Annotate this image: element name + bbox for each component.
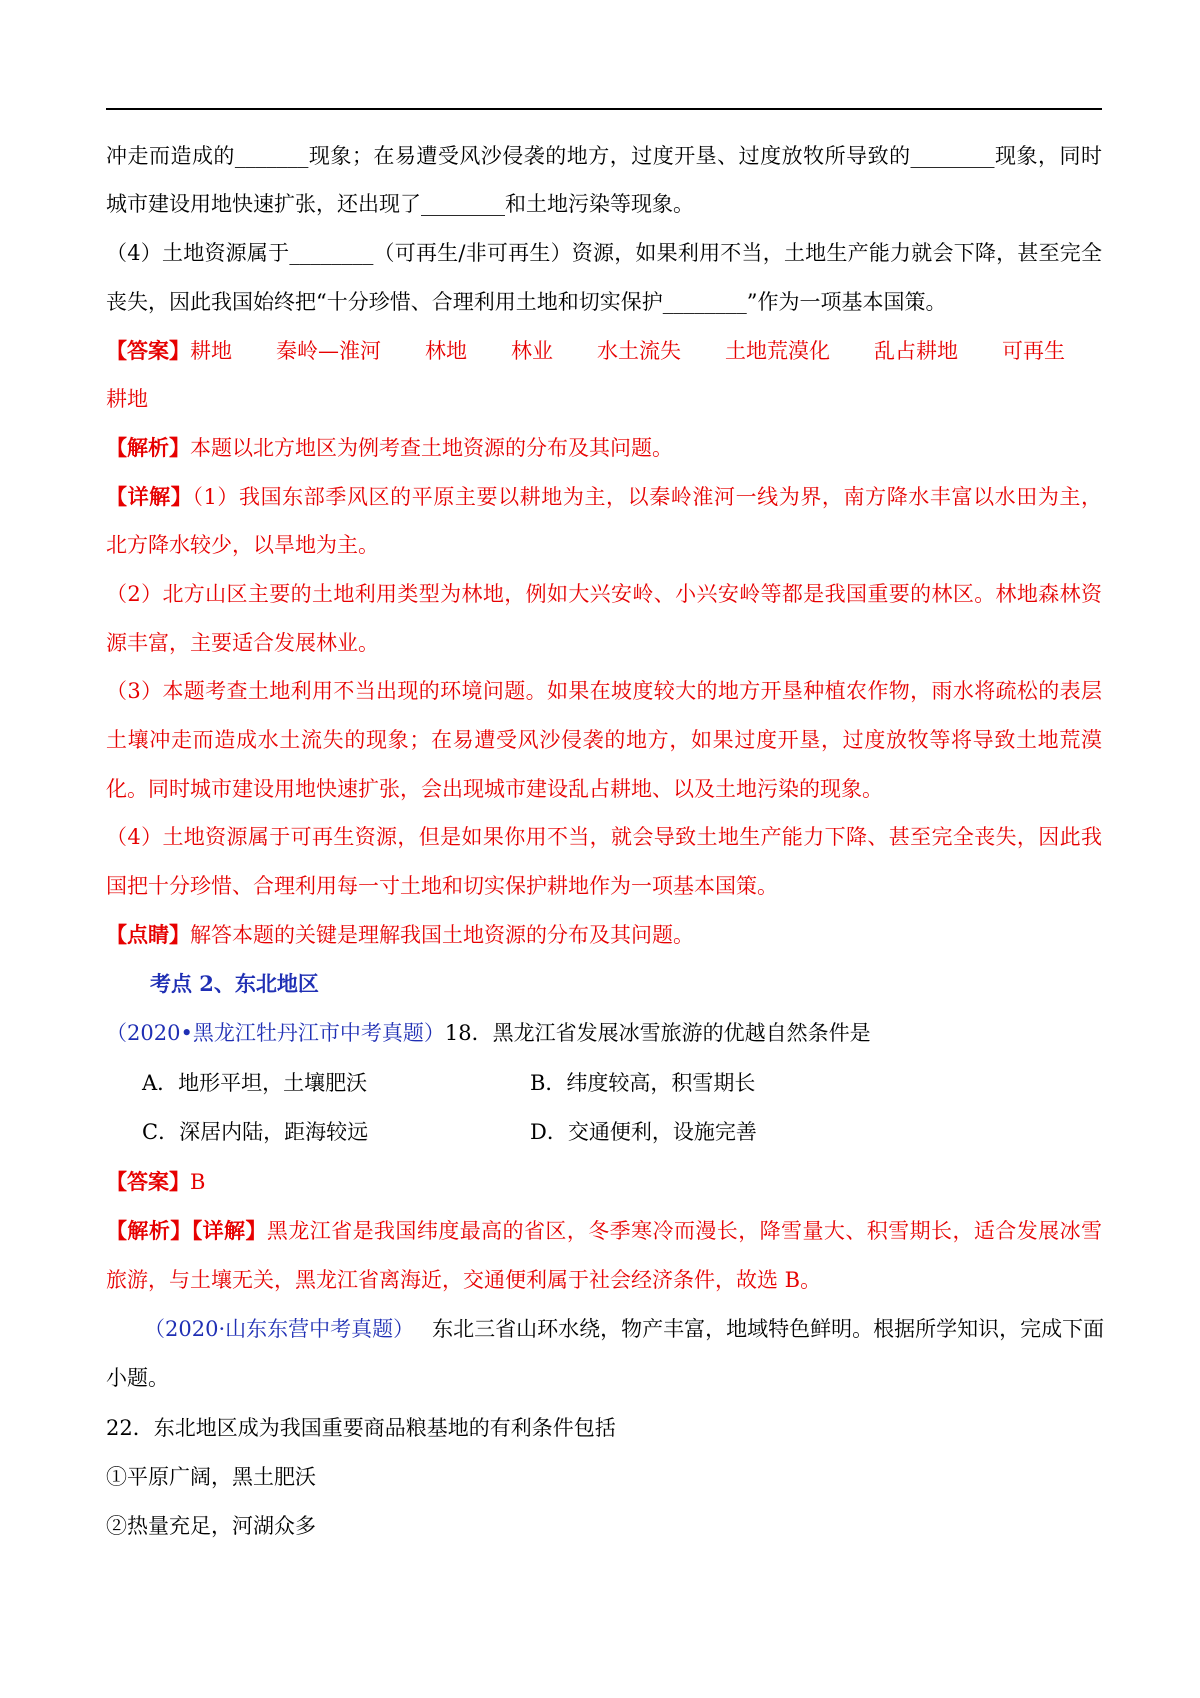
detail-text: （1）我国东部季风区的平原主要以耕地为主，以秦岭淮河一线为界，南方降水丰富以水田为主，: [192, 485, 1103, 509]
statement-item: ②热量充足，河湖众多: [106, 1514, 316, 1538]
detail-text: （4）土地资源属于可再生资源，但是如果你用不当，就会导致土地生产能力下降、甚至完全丧失，因此我: [106, 825, 1102, 849]
question-18-stem-line: [106, 1018, 1102, 1048]
detail-text: 北方降水较少，以旱地为主。: [106, 533, 379, 557]
detail-text: （2）北方山区主要的土地利用类型为林地，例如大兴安岭、小兴安岭等都是我国重要的林区。林地森林资: [106, 582, 1102, 606]
statement-item: ①平原广阔，黑土肥沃: [106, 1465, 316, 1489]
question-source: （2020·山东东营中考真题）: [144, 1317, 415, 1341]
analysis-line: [106, 1216, 1102, 1246]
question-source: （2020•黑龙江牡丹江市中考真题）: [106, 1021, 445, 1045]
answer-item: 林业: [511, 339, 553, 363]
option-c: C．深居内陆，距海较远: [142, 1120, 369, 1144]
answer-item: 耕地: [190, 339, 232, 363]
detail-label: 【详解】: [106, 484, 193, 509]
option-b: B．纬度较高，积雪期长: [530, 1071, 756, 1095]
answer-item: 乱占耕地: [874, 339, 958, 363]
option-a: A．地形平坦，土壤肥沃: [142, 1071, 368, 1095]
question-stem: 22．东北地区成为我国重要商品粮基地的有利条件包括: [106, 1416, 616, 1440]
answer-item: 土地荒漠化: [725, 339, 830, 363]
answer-line: [106, 336, 1102, 366]
detail-text: 化。同时城市建设用地快速扩张，会出现城市建设乱占耕地、以及土地污染的现象。: [106, 777, 883, 801]
comment-line: [106, 920, 1102, 950]
text-line: （4）土地资源属于________（可再生/非可再生）资源，如果利用不当，土地生产能力就会下降，甚至完全: [106, 241, 1102, 265]
answer-item: 可再生: [1002, 339, 1065, 363]
question-22-intro-line: [144, 1314, 1105, 1344]
detail-text: 土壤冲走而造成水土流失的现象；在易遭受风沙侵袭的地方，如果过度开垦，过度放牧等将导致土地荒漠: [106, 728, 1102, 752]
analysis-text: 黑龙江省是我国纬度最高的省区，冬季寒冷而漫长，降雪量大、积雪期长，适合发展冰雪: [266, 1219, 1102, 1243]
analysis-label: 【解析】【详解】: [106, 1218, 267, 1243]
analysis-label: 【解析】: [106, 435, 190, 460]
analysis-text: 本题以北方地区为例考查土地资源的分布及其问题。: [190, 436, 673, 460]
header-rule: [106, 108, 1102, 110]
option-d: D．交通便利，设施完善: [530, 1120, 757, 1144]
detail-line: [106, 482, 1102, 512]
question-stem: 18．黑龙江省发展冰雪旅游的优越自然条件是: [444, 1021, 871, 1045]
answer-line: [106, 1167, 1102, 1197]
detail-text: 源丰富，主要适合发展林业。: [106, 631, 379, 655]
answer-label: 【答案】: [106, 1169, 190, 1194]
answer-item: 水土流失: [597, 339, 681, 363]
analysis-text: 旅游，与土壤无关，黑龙江省离海近，交通便利属于社会经济条件，故选 B。: [106, 1268, 822, 1292]
answer-value: B: [190, 1170, 206, 1194]
analysis-line: [106, 433, 1102, 463]
answer-item: 耕地: [106, 387, 148, 411]
question-intro: 东北三省山环水绕，物产丰富，地域特色鲜明。根据所学知识，完成下面: [432, 1317, 1105, 1341]
detail-text: 国把十分珍惜、合理利用每一寸土地和切实保护耕地作为一项基本国策。: [106, 874, 778, 898]
text-line: 丧失，因此我国始终把“十分珍惜、合理利用土地和切实保护________”作为一项基本国策。: [106, 290, 947, 314]
detail-text: （3）本题考查土地利用不当出现的环境问题。如果在坡度较大的地方开垦种植农作物，雨水将疏松的表层: [106, 679, 1102, 703]
comment-text: 解答本题的关键是理解我国土地资源的分布及其问题。: [190, 923, 694, 947]
comment-label: 【点睛】: [106, 922, 190, 947]
answer-item: 秦岭—淮河: [276, 339, 381, 363]
question-intro: 小题。: [106, 1366, 169, 1390]
answer-item: 林地: [425, 339, 467, 363]
text-line: 冲走而造成的_______现象；在易遭受风沙侵袭的地方，过度开垦、过度放牧所导致的________现象，同时: [106, 144, 1102, 168]
text-line: 城市建设用地快速扩张，还出现了________和土地污染等现象。: [106, 192, 694, 216]
answer-label: 【答案】: [106, 338, 190, 363]
section-title: 考点 2、东北地区: [150, 971, 319, 996]
